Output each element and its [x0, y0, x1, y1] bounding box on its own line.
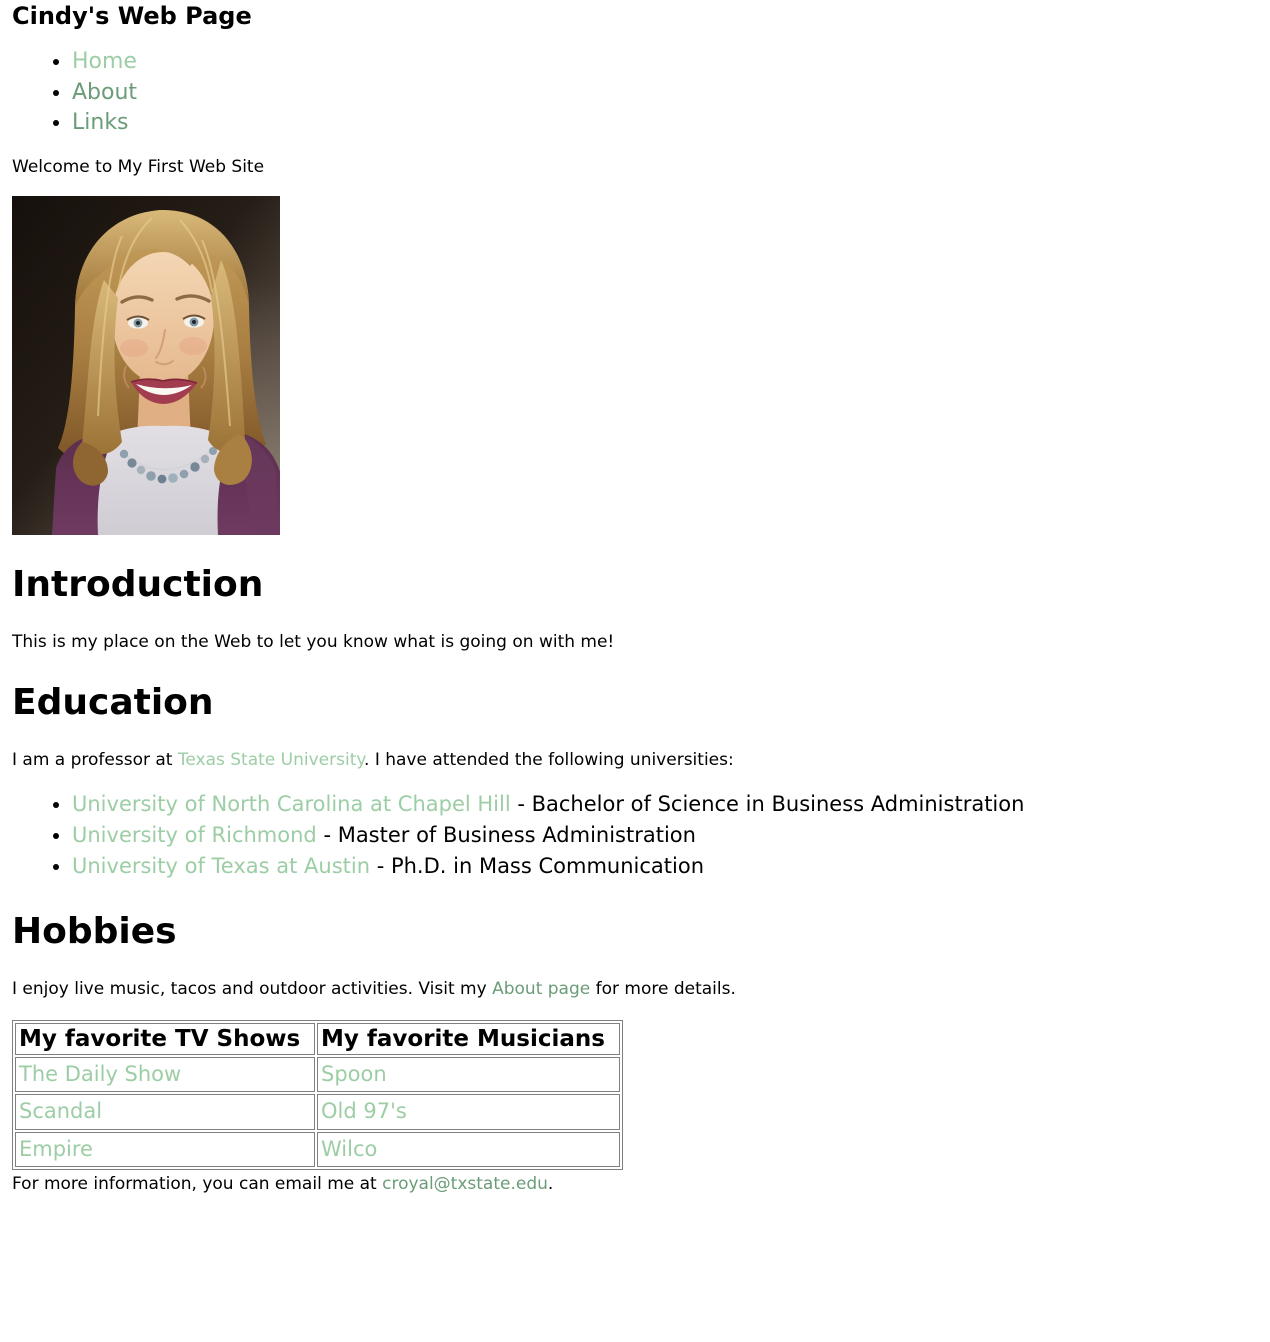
links-link[interactable]: Links	[72, 110, 129, 136]
nav-item-about	[72, 78, 1258, 109]
portrait-illustration	[12, 196, 280, 535]
education-item	[72, 789, 1258, 820]
musician-link[interactable]: Old 97's	[321, 1099, 407, 1124]
education-item	[72, 851, 1258, 882]
musician-link[interactable]: Wilco	[321, 1136, 378, 1161]
table-row	[15, 1094, 620, 1129]
tv-shows-header: My favorite TV Shows	[15, 1023, 315, 1055]
tv-show-link[interactable]: Scandal	[19, 1099, 103, 1124]
nav-item-links	[72, 108, 1258, 139]
favorites-table	[12, 1020, 623, 1170]
hobbies-text: I enjoy live music, tacos and outdoor activities. Visit my About page for more details.	[12, 978, 736, 999]
introduction-heading: Introduction	[12, 564, 264, 606]
page-title: Cindy's Web Page	[12, 2, 252, 30]
degree-text: - Ph.D. in Mass Communication	[370, 854, 705, 879]
table-header-row	[15, 1023, 620, 1055]
introduction-text: This is my place on the Web to let you know what is going on with me!	[12, 632, 615, 653]
degree-text: - Master of Business Administration	[316, 823, 696, 848]
texas-state-link[interactable]: Texas State University	[177, 750, 365, 771]
degree-text: - Bachelor of Science in Business Administration	[510, 792, 1025, 817]
musician-link[interactable]: Spoon	[321, 1062, 387, 1087]
musicians-header: My favorite Musicians	[317, 1023, 620, 1055]
hobbies-heading: Hobbies	[12, 911, 177, 953]
ut-austin-link[interactable]: University of Texas at Austin	[72, 854, 371, 879]
unc-link[interactable]: University of North Carolina at Chapel Hill	[72, 792, 511, 817]
nav-list	[12, 47, 1258, 139]
tv-show-link[interactable]: The Daily Show	[19, 1062, 182, 1087]
welcome-text: Welcome to My First Web Site	[12, 157, 265, 178]
education-list	[12, 789, 1258, 882]
table-row	[15, 1132, 620, 1167]
footer-text: For more information, you can email me at croyal@txstate.edu.	[12, 1173, 554, 1194]
education-intro: I am a professor at Texas State University. I have attended the following universities:	[12, 750, 734, 771]
education-item	[72, 820, 1258, 851]
nav-item-home	[72, 47, 1258, 78]
education-heading: Education	[12, 682, 214, 724]
table-row	[15, 1057, 620, 1092]
tv-show-link[interactable]: Empire	[19, 1136, 93, 1161]
email-link[interactable]: croyal@txstate.edu	[382, 1173, 548, 1194]
about-link[interactable]: About	[72, 79, 138, 105]
profile-photo	[12, 196, 280, 535]
home-link[interactable]: Home	[72, 48, 137, 74]
about-page-link[interactable]: About page	[492, 978, 591, 999]
richmond-link[interactable]: University of Richmond	[72, 823, 317, 848]
